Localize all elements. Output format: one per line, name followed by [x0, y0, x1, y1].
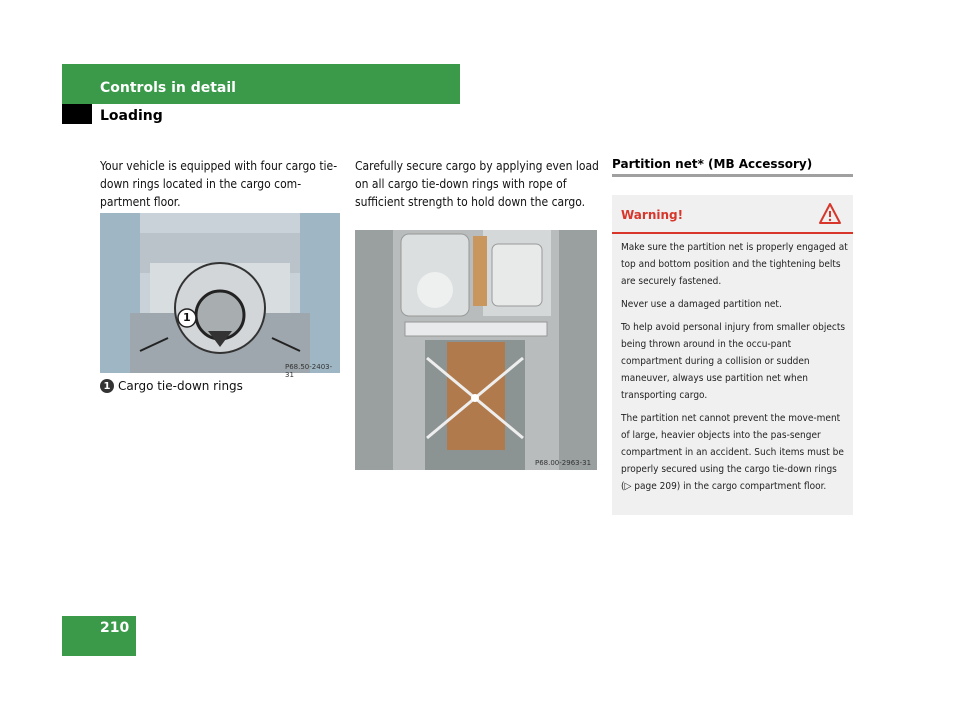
- cargo-floor-figure: [100, 213, 340, 379]
- section-marker: [62, 104, 92, 124]
- chapter-title: Controls in detail: [100, 80, 236, 96]
- warning-paragraph-3: To help avoid personal injury from smaller objects being thrown around in the occu-pant compartment during a collision or sudden maneuver, always use partition net when transporting cargo.: [621, 322, 846, 401]
- caption-number-badge: 1: [100, 379, 114, 393]
- warning-divider: [612, 232, 853, 234]
- cargo-topview-figure: [355, 230, 597, 470]
- figure-caption: [100, 379, 243, 393]
- section-title: Loading: [100, 108, 163, 124]
- figure-code: P68.50-2403-31: [285, 363, 333, 379]
- warning-box: [612, 195, 853, 515]
- heading-divider: [612, 174, 853, 177]
- caption-text: Cargo tie-down rings: [118, 379, 243, 393]
- figure-callout-1: 1: [183, 311, 191, 324]
- warning-title: Warning!: [621, 208, 684, 222]
- cargo-topview-illustration: [355, 230, 597, 470]
- partition-net-heading: Partition net* (MB Accessory): [612, 157, 813, 171]
- warning-paragraph-4: The partition net cannot prevent the move-ment of large, heavier objects into the pas-senger compartment in an accident. Such items must be properly secured using the cargo tie-down rings (▷ page 209) in the cargo compartment floor.: [621, 413, 844, 492]
- warning-paragraph-1: Make sure the partition net is properly engaged at top and bottom position and the tightening belts are securely fastened.: [621, 242, 848, 287]
- figure-code-2: P68.00-2963-31: [535, 459, 592, 467]
- tie-down-intro-text: Your vehicle is equipped with four cargo tie-down rings located in the cargo com-partment floor.: [100, 159, 338, 209]
- warning-body: [621, 239, 849, 501]
- cargo-floor-illustration: [100, 213, 340, 373]
- warning-paragraph-2: Never use a damaged partition net.: [621, 299, 782, 310]
- page-number: 210: [100, 620, 130, 636]
- secure-cargo-text: Carefully secure cargo by applying even load on all cargo tie-down rings with rope of sufficient strength to hold down the cargo.: [355, 159, 599, 209]
- warning-triangle-icon: [819, 203, 841, 225]
